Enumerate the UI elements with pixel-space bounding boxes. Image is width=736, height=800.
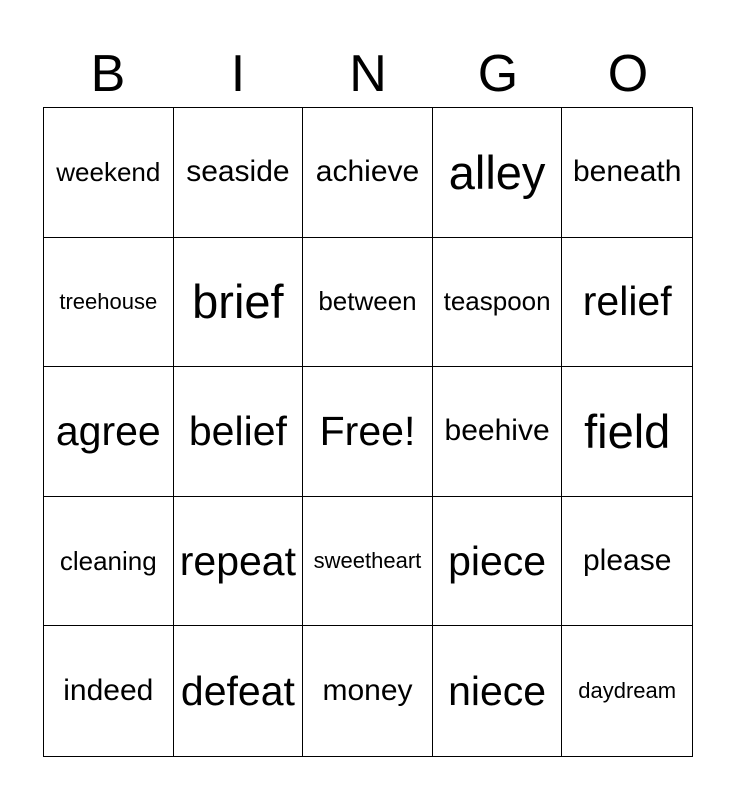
bingo-cell[interactable]: money	[303, 626, 433, 756]
bingo-cell[interactable]: field	[562, 367, 692, 497]
bingo-cell[interactable]: teaspoon	[433, 238, 563, 368]
header-letter-n: N	[349, 45, 387, 103]
bingo-cell[interactable]: repeat	[174, 497, 304, 627]
bingo-cell[interactable]: weekend	[44, 108, 174, 238]
bingo-cell[interactable]: niece	[433, 626, 563, 756]
bingo-cell[interactable]: relief	[562, 238, 692, 368]
bingo-cell[interactable]: treehouse	[44, 238, 174, 368]
bingo-cell[interactable]: seaside	[174, 108, 304, 238]
header-letter-o: O	[607, 45, 649, 103]
bingo-cell[interactable]: indeed	[44, 626, 174, 756]
bingo-cell[interactable]: between	[303, 238, 433, 368]
bingo-cell[interactable]: brief	[174, 238, 304, 368]
bingo-cell[interactable]: please	[562, 497, 692, 627]
bingo-cell[interactable]: cleaning	[44, 497, 174, 627]
bingo-cell[interactable]: sweetheart	[303, 497, 433, 627]
bingo-cell[interactable]: piece	[433, 497, 563, 627]
free-space-cell[interactable]: Free!	[303, 367, 433, 497]
header-letter-b: B	[90, 45, 126, 103]
header-letter-g: G	[477, 45, 519, 103]
bingo-cell[interactable]: defeat	[174, 626, 304, 756]
bingo-cell[interactable]: alley	[433, 108, 563, 238]
bingo-board	[43, 107, 693, 757]
header-letter-i: I	[230, 45, 246, 103]
bingo-cell[interactable]: achieve	[303, 108, 433, 238]
bingo-header	[43, 40, 693, 108]
bingo-cell[interactable]: belief	[174, 367, 304, 497]
bingo-cell[interactable]: beehive	[433, 367, 563, 497]
bingo-cell[interactable]: agree	[44, 367, 174, 497]
bingo-cell[interactable]: beneath	[562, 108, 692, 238]
bingo-cell[interactable]: daydream	[578, 678, 677, 704]
